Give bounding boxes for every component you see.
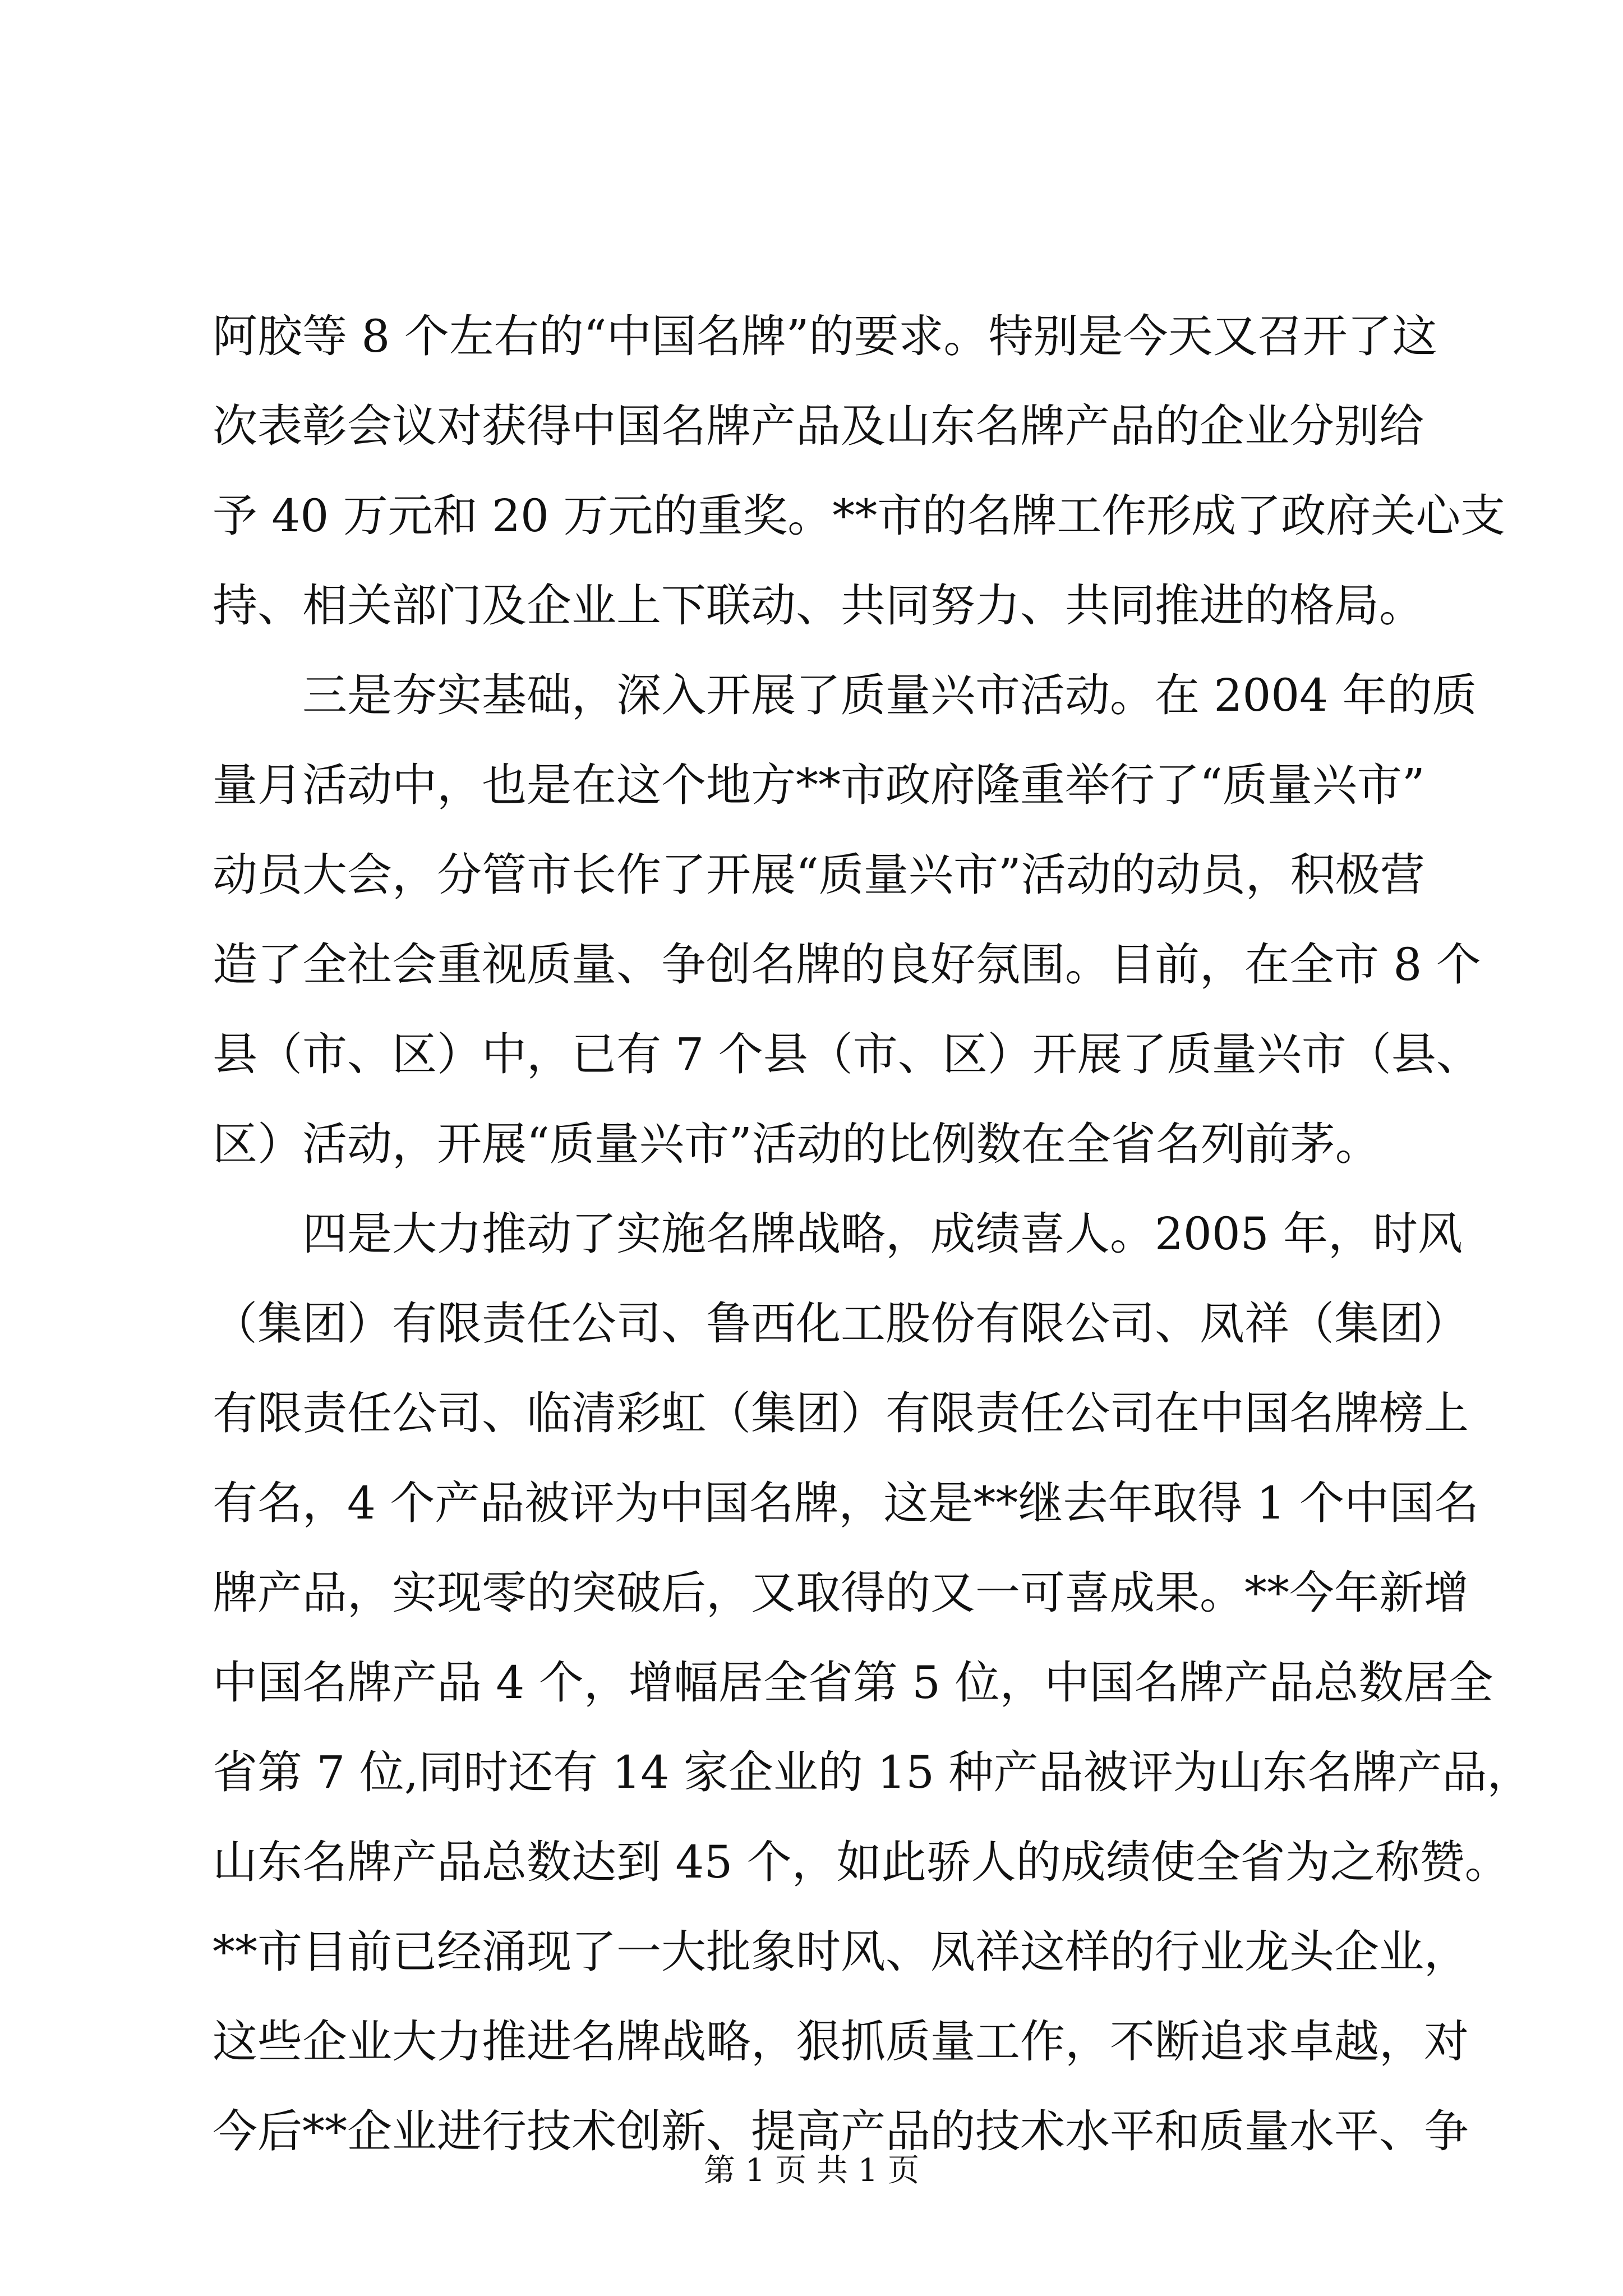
text-line: 量月活动中，也是在这个地方**市政府隆重举行了“质量兴市” xyxy=(213,759,1425,811)
text-line: 予 40 万元和 20 万元的重奖。**市的名牌工作形成了政府关心支 xyxy=(213,490,1506,542)
text-line: 牌产品，实现零的突破后，又取得的又一可喜成果。**今年新增 xyxy=(213,1567,1469,1619)
text-line: 造了全社会重视质量、争创名牌的良好氛围。目前，在全市 8 个 xyxy=(213,938,1481,991)
text-line: 中国名牌产品 4 个，增幅居全省第 5 位，中国名牌产品总数居全 xyxy=(213,1657,1493,1709)
text-line: 有名，4 个产品被评为中国名牌，这是**继去年取得 1 个中国名 xyxy=(213,1477,1479,1529)
text-line: 区）活动，开展“质量兴市”活动的比例数在全省名列前茅。 xyxy=(213,1118,1380,1170)
text-line: 有限责任公司、临清彩虹（集团）有限责任公司在中国名牌榜上 xyxy=(213,1387,1469,1439)
text-line: 动员大会，分管市长作了开展“质量兴市”活动的动员，积极营 xyxy=(213,849,1425,901)
text-line: 阿胶等 8 个左右的“中国名牌”的要求。特别是今天又召开了这 xyxy=(213,310,1437,362)
page-footer xyxy=(0,2148,1623,2193)
text-line: 县（市、区）中，已有 7 个县（市、区）开展了质量兴市（县、 xyxy=(213,1028,1481,1080)
text-line: 次表彰会议对获得中国名牌产品及山东名牌产品的企业分别给 xyxy=(213,400,1424,452)
text-line: **市目前已经涌现了一大批象时风、凤祥这样的行业龙头企业， xyxy=(213,1926,1469,1978)
text-line: 这些企业大力推进名牌战略，狠抓质量工作，不断追求卓越，对 xyxy=(213,2016,1469,2068)
paragraph-first-line: 三是夯实基础，深入开展了质量兴市活动。在 2004 年的质 xyxy=(302,669,1477,721)
page-number-label: 第 1 页 共 1 页 xyxy=(703,2152,920,2189)
text-line: 今后**企业进行技术创新、提高产品的技术水平和质量水平、争 xyxy=(213,2105,1469,2157)
text-line: 山东名牌产品总数达到 45 个，如此骄人的成绩使全省为之称赞。 xyxy=(213,1836,1510,1888)
paragraph-first-line: 四是大力推动了实施名牌战略，成绩喜人。2005 年，时风 xyxy=(302,1208,1463,1260)
text-line: （集团）有限责任公司、鲁西化工股份有限公司、凤祥（集团） xyxy=(213,1297,1469,1350)
text-line: 持、相关部门及企业上下联动、共同努力、共同推进的格局。 xyxy=(213,579,1424,632)
text-line: 省第 7 位,同时还有 14 家企业的 15 种产品被评为山东名牌产品， xyxy=(213,1746,1532,1798)
